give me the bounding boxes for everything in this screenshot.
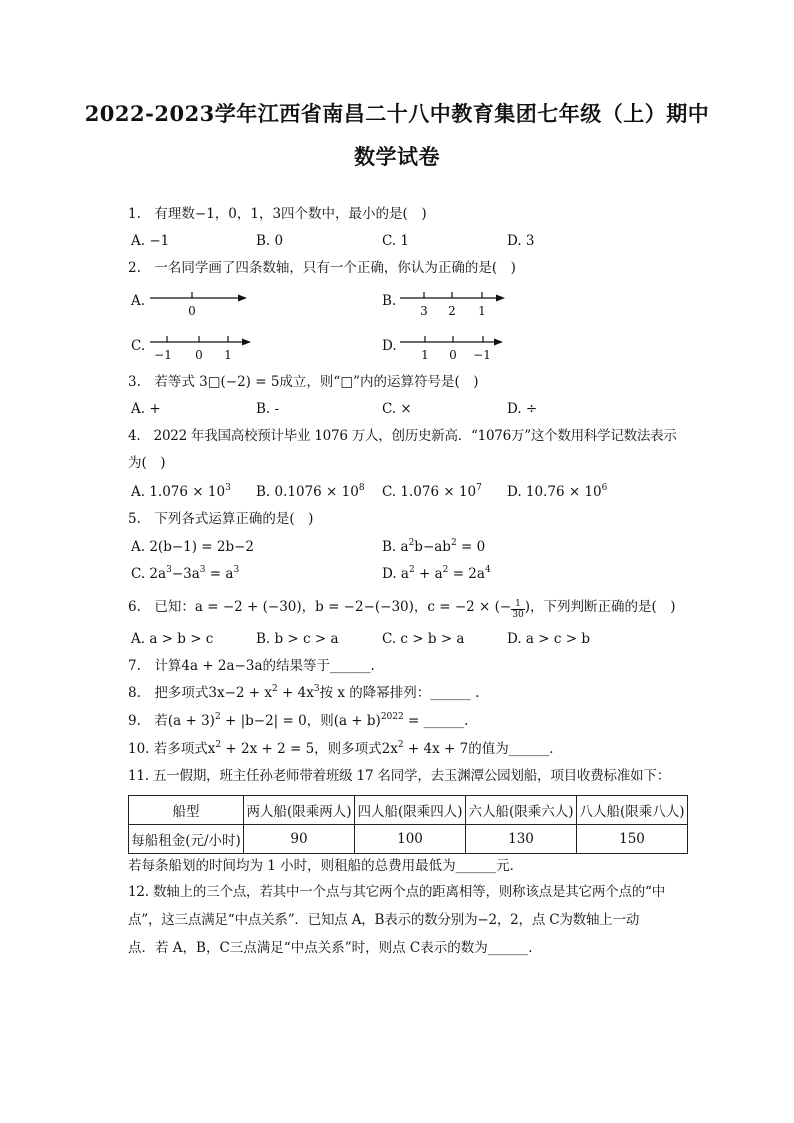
q6-option-d: D. a > c > b: [507, 631, 590, 647]
q2-label-a: A.: [131, 293, 146, 309]
table-cell: 90: [244, 825, 355, 854]
q6-option-b: B. b > c > a: [256, 631, 339, 647]
title-line-1: 2022-2023学年江西省南昌二十八中教育集团七年级（上）期中: [84, 101, 710, 126]
q1-option-a: A. −1: [131, 233, 170, 249]
q2-axis-b-tick-3: 3: [420, 304, 428, 318]
q5-option-d: D. $a^2 + a^2 = 2a^4$: [382, 565, 491, 582]
q6-fraction: $\frac{1}{30}$: [512, 599, 524, 620]
table-header-cell: 船型: [129, 796, 244, 825]
q2-axis-a-tick-0: 0: [188, 304, 196, 318]
q6-option-a: A. a > b > c: [131, 631, 214, 647]
q2-axis-b-tick-2: 2: [448, 304, 456, 318]
q2-axis-c-tick-neg1: −1: [154, 348, 172, 362]
q2-axis-d-tick-neg1: −1: [473, 348, 491, 362]
table-cell: 150: [577, 825, 688, 854]
q2-axis-c-tick-0: 0: [195, 348, 203, 362]
q7-stem: 7. 计算4a + 2a−3a的结果等于______.: [128, 658, 375, 674]
q2-axis-d: [400, 330, 510, 364]
q12-line-3: 点．若 A，B，C三点满足“中点关系”时，则点 C表示的数为______.: [128, 940, 533, 956]
q2-axis-c-tick-1: 1: [224, 348, 232, 362]
q2-axis-d-tick-1: 1: [421, 348, 429, 362]
q3-option-b: B. -: [256, 401, 280, 417]
q2-axis-b: [400, 286, 510, 320]
q6-stem: 6. 已知：a = −2 + (−30)，b = −2−(−30)，c = −2 × (− $\frac{1}{30}$ )，下列判断正确的是( ): [128, 599, 676, 620]
table-row: [129, 825, 688, 854]
q2-stem: 2. 一名同学画了四条数轴，只有一个正确，你认为正确的是( ): [128, 260, 516, 276]
q1-option-d: D. 3: [507, 233, 535, 249]
table-cell: 100: [355, 825, 466, 854]
q3-stem: 3. 若等式 3□(−2) = 5成立，则“□”内的运算符号是( ): [128, 374, 479, 390]
q2-axis-d-tick-0: 0: [449, 348, 457, 362]
q1-option-b: B. 0: [256, 233, 284, 249]
q4-option-b: B. $0.1076 \times 10^8$: [256, 483, 365, 500]
table-header-cell: 六人船(限乘六人): [466, 796, 577, 825]
q2-axis-c: [150, 330, 260, 364]
q5-stem: 5. 下列各式运算正确的是( ): [128, 511, 314, 527]
table-header-cell: 两人船(限乘两人): [244, 796, 355, 825]
q11-fee-table: [128, 795, 688, 854]
q5-option-a: A. 2(b−1) = 2b−2: [131, 539, 255, 555]
q2-axis-a: [150, 286, 250, 320]
q8-stem: 8. 把多项式$3x-2 + x^2 + 4x^3$按 x 的降幂排列：______ .: [128, 684, 480, 701]
table-header-cell: 八人船(限乘八人): [577, 796, 688, 825]
table-cell: 每船租金(元/小时): [129, 825, 244, 854]
q3-option-c: C. ×: [382, 401, 412, 417]
title-line-2: 数学试卷: [354, 144, 440, 169]
q9-stem: 9. 若$(a + 3)^2 + |b-2| = 0$，则$(a + b)^{2022}$ = ______.: [128, 712, 469, 729]
q2-label-b: B.: [382, 293, 397, 309]
table-row: [129, 796, 688, 825]
q6-option-c: C. c > b > a: [382, 631, 465, 647]
table-cell: 130: [466, 825, 577, 854]
q11-followup: 若每条船划的时间均为 1 小时，则租船的总费用最低为______元．: [128, 858, 524, 874]
q4-option-a: A. $1.076 \times 10^3$: [131, 483, 231, 500]
q2-axis-b-tick-1: 1: [478, 304, 486, 318]
q5-option-b: B. $a^2b-ab^2 = 0$: [382, 538, 486, 555]
q12-line-1: 12. 数轴上的三个点，若其中一个点与其它两个点的距离相等，则称该点是其它两个点的“中: [128, 884, 666, 900]
q12-line-2: 点”，这三点满足“中点关系”．已知点 A，B表示的数分别为−2，2，点 C为数轴上一动: [128, 912, 640, 928]
q1-stem: 1. 有理数−1，0，1，3四个数中，最小的是( ): [128, 206, 427, 222]
q10-stem: 10. 若多项式$x^2 + 2x + 2 = 5$，则多项式$2x^2 + 4x + 7$的值为______.: [128, 740, 554, 757]
q4-stem-line-1: 4. 2022 年我国高校预计毕业 1076 万人，创历史新高．“1076万”这个数用科学记数法表示: [128, 428, 677, 444]
q5-option-c: C. $2a^3-3a^3 = a^3$: [131, 565, 240, 582]
q4-option-d: D. $10.76 \times 10^6$: [507, 483, 608, 500]
q4-stem-line-2: 为( ): [128, 455, 166, 471]
q11-stem: 11. 五一假期，班主任孙老师带着班级 17 名同学，去玉渊潭公园划船，项目收费标准如下：: [128, 768, 671, 784]
q3-option-d: D. ÷: [507, 401, 538, 417]
q1-option-c: C. 1: [382, 233, 410, 249]
q4-option-c: C. $1.076 \times 10^7$: [382, 483, 482, 500]
q3-option-a: A. +: [131, 401, 161, 417]
table-header-cell: 四人船(限乘四人): [355, 796, 466, 825]
q2-label-d: D.: [382, 338, 397, 354]
q2-label-c: C.: [131, 338, 146, 354]
